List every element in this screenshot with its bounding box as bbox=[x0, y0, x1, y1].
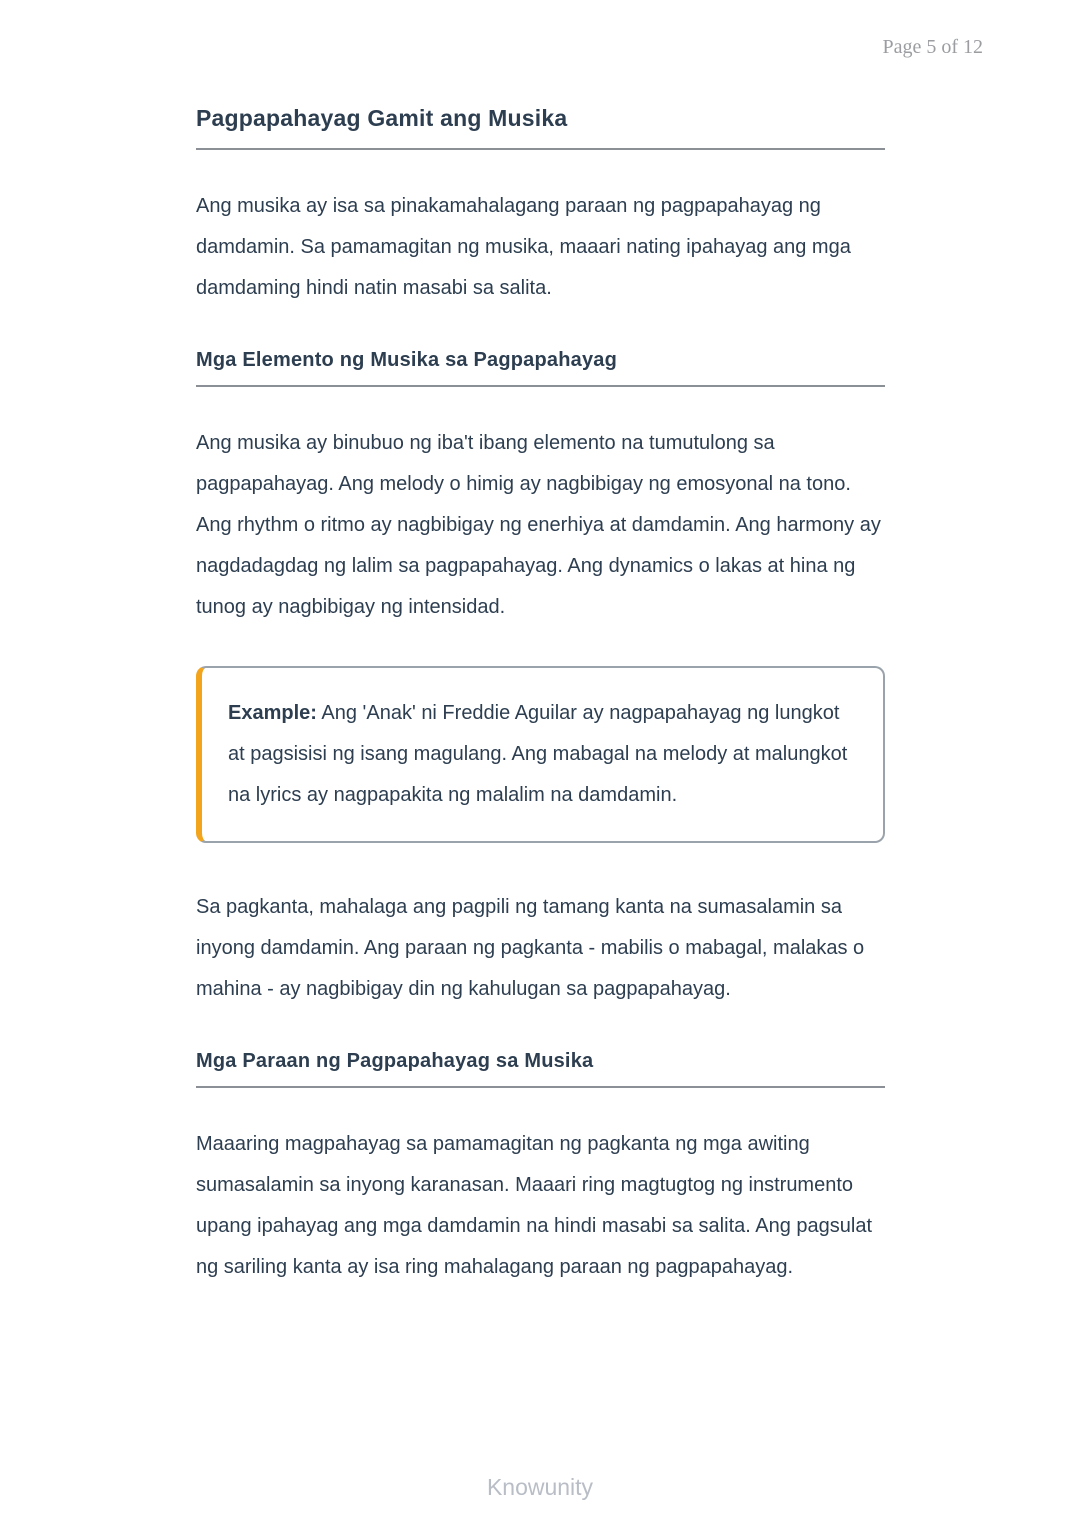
example-callout-box bbox=[196, 666, 885, 843]
section-heading-elemento: Mga Elemento ng Musika sa Pagpapahayag bbox=[196, 348, 618, 371]
example-paragraph bbox=[228, 693, 853, 816]
elemento-paragraph: Ang musika ay binubuo ng iba't ibang elemento na tumutulong sa pagpapahayag. Ang melody o himig ay nagbibigay ng emosyonal na tono. Ang rhythm o ritmo ay nagbibigay ng enerhiya at damdamin. Ang harmony ay nagdadagdag ng lalim sa pagpapahayag. Ang dynamics o lakas at hina ng tunog ay nagbibigay ng intensidad. bbox=[196, 431, 881, 618]
document-content bbox=[196, 104, 885, 1326]
section-divider-elemento bbox=[196, 385, 885, 387]
section-divider-paraan bbox=[196, 1086, 885, 1088]
pagkanta-paragraph: Sa pagkanta, mahalaga ang pagpili ng tamang kanta na sumasalamin sa inyong damdamin. Ang paraan ng pagkanta - mabilis o mabagal, malakas o mahina - ay nagbibigay din ng kahulugan sa pagpapahayag. bbox=[196, 895, 865, 1000]
document-title: Pagpapahayag Gamit ang Musika bbox=[196, 105, 568, 131]
footer-brand: Knowunity bbox=[486, 1474, 594, 1500]
section-heading-paraan: Mga Paraan ng Pagpapahayag sa Musika bbox=[196, 1049, 594, 1072]
paraan-paragraph: Maaaring magpahayag sa pamamagitan ng pagkanta ng mga awiting sumasalamin sa inyong karanasan. Maaari ring magtugtog ng instrumento upang ipahayag ang mga damdamin na hindi masabi sa salita. Ang pagsulat ng sariling kanta ay isa ring mahalagang paraan ng pagpapahayag. bbox=[196, 1132, 873, 1278]
example-label: Example: bbox=[228, 701, 317, 724]
page-number-indicator: Page 5 of 12 bbox=[882, 36, 983, 58]
example-text: Ang 'Anak' ni Freddie Aguilar ay nagpapahayag ng lungkot at pagsisisi ng isang magulang. Ang mabagal na melody at malungkot na lyrics ay nagpapakita ng malalim na damdamin. bbox=[228, 701, 848, 806]
title-divider bbox=[196, 148, 885, 150]
intro-paragraph: Ang musika ay isa sa pinakamahalagang paraan ng pagpapahayag ng damdamin. Sa pamamagitan ng musika, maaari nating ipahayag ang mga damdaming hindi natin masabi sa salita. bbox=[196, 194, 851, 299]
